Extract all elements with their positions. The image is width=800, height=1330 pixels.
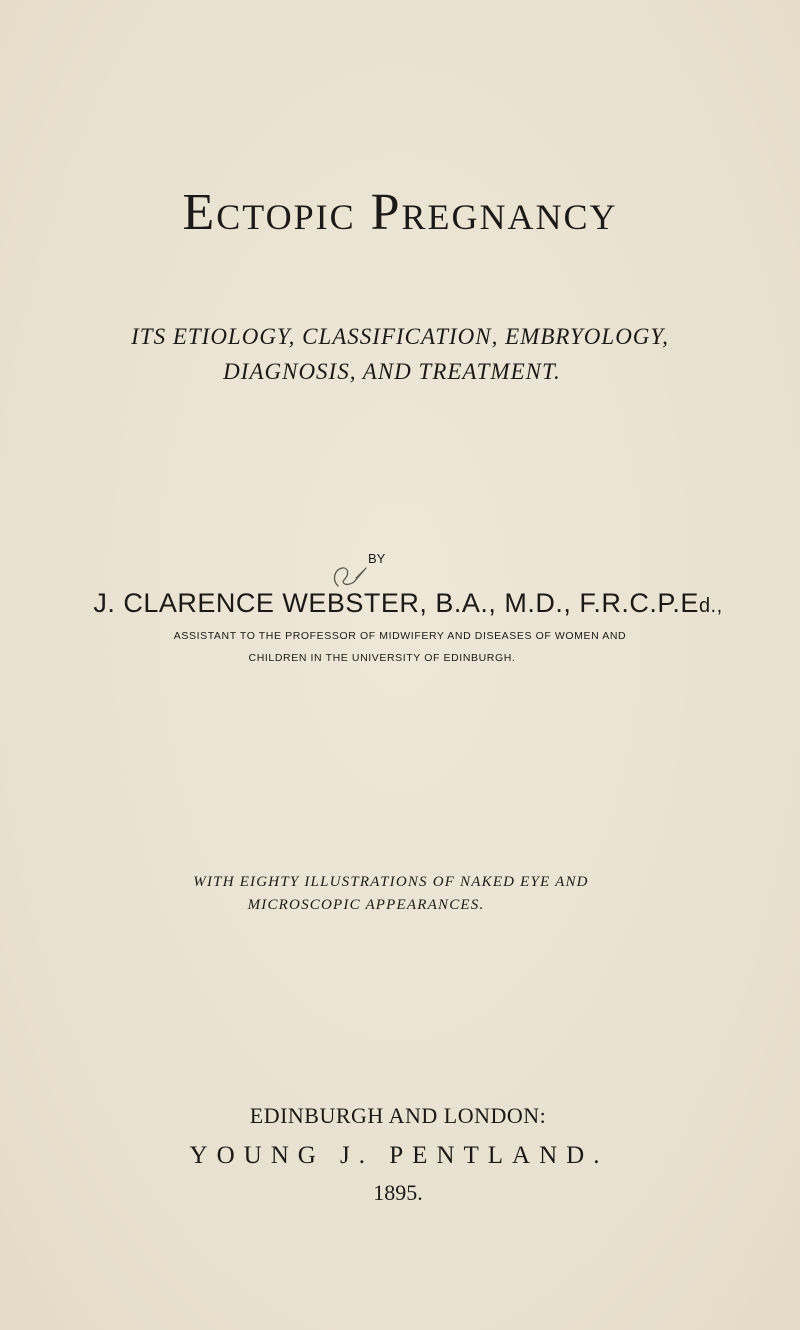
by-label: BY: [368, 551, 386, 566]
author-suffix: d.,: [698, 595, 723, 617]
affiliation-line-1: ASSISTANT TO THE PROFESSOR OF MIDWIFERY AND DISEASES OF WOMEN AND: [173, 630, 627, 642]
subtitle-line-1: ITS ETIOLOGY, CLASSIFICATION, EMBRYOLOGY,: [131, 324, 669, 349]
subtitle-line-2: DIAGNOSIS, AND TREATMENT.: [223, 359, 561, 384]
affiliation-line-2: CHILDREN IN THE UNIVERSITY OF EDINBURGH.: [248, 652, 516, 664]
publication-place: EDINBURGH AND LONDON:: [249, 1103, 547, 1128]
book-title: Ectopic Pregnancy: [182, 184, 618, 241]
author-name: [8, 586, 800, 623]
publication-year: 1895.: [373, 1180, 423, 1205]
illustrations-line-2: MICROSCOPIC APPEARANCES.: [247, 897, 485, 913]
illustrations-line-1: WITH EIGHTY ILLUSTRATIONS OF NAKED EYE AND: [193, 874, 589, 890]
author-main: J. CLARENCE WEBSTER, B.A., M.D., F.R.C.P.E: [93, 588, 699, 618]
publisher: YOUNG J. PENTLAND.: [189, 1142, 609, 1169]
